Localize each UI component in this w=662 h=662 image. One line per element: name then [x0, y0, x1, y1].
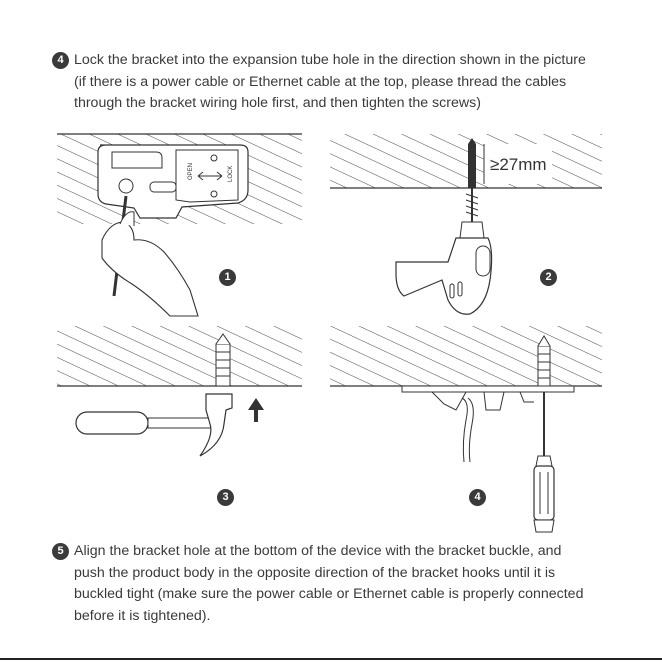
open-label: OPEN: [188, 162, 194, 180]
lock-label: LOCK: [228, 165, 234, 182]
ceiling-hatch: [57, 326, 302, 386]
drilled-hole: [468, 144, 476, 188]
step-4-line: Lock the bracket into the expansion tube hole in the direction shown in the picture: [74, 52, 586, 68]
screwdriver-icon: [534, 392, 554, 532]
step-4-badge: 4: [52, 52, 69, 69]
ceiling-hatch: [330, 326, 602, 386]
figure-step-4-badge: 4: [469, 489, 486, 506]
step-5-line: Align the bracket hole at the bottom of the device with the bracket buckle, and: [74, 543, 562, 559]
panel-3-hammer-anchor: [57, 326, 302, 456]
step-4-line: (if there is a power cable or Ethernet cable at the top, please thread the cables: [74, 73, 567, 90]
page-bottom-rule: [0, 658, 662, 660]
ceiling-hatch: [330, 134, 602, 188]
step-5-line: buckled tight (make sure the power cable or Ethernet cable is properly connected: [74, 586, 584, 602]
step-5-instruction: [52, 541, 632, 627]
figure-step-2-badge: 2: [540, 269, 557, 286]
cables: [462, 398, 473, 462]
figure-step-3-badge: 3: [217, 489, 234, 506]
panel-2-drill-hole: [330, 134, 602, 314]
expansion-tube-icon: [538, 336, 550, 386]
step-5-line: before it is tightened).: [74, 607, 211, 624]
panel-4-screw-bracket: [330, 326, 602, 532]
step-4-line: through the bracket wiring hole first, and then tighten the screws): [74, 95, 481, 111]
step-5-line: push the product body in the opposite direction of the bracket hooks until it is: [74, 564, 556, 581]
up-arrow-icon: [248, 398, 264, 422]
expansion-tube-icon: [216, 334, 230, 386]
drill-icon: [396, 188, 492, 314]
step-5-badge: 5: [52, 543, 69, 560]
bracket-side-view: [402, 386, 574, 410]
panel-1-bracket-lock: [57, 134, 302, 316]
figure-step-1-badge: 1: [219, 269, 236, 286]
depth-label: ≥27mm: [490, 155, 547, 174]
hammer-icon: [76, 394, 232, 456]
